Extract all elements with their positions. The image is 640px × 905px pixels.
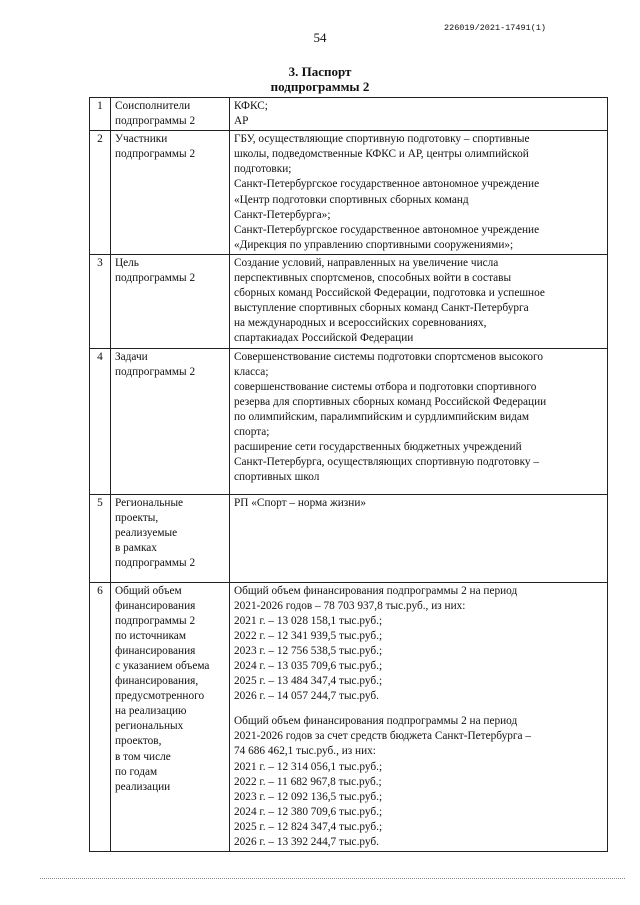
content-line: Санкт-Петербургское государственное автономное учреждение bbox=[234, 223, 540, 236]
label-line: подпрограммы 2 bbox=[115, 148, 196, 161]
content-line: на международных и всероссийских соревнованиях, bbox=[234, 317, 487, 330]
row-label bbox=[111, 98, 230, 131]
label-line: проектов, bbox=[115, 735, 162, 748]
content-line: 2024 г. – 12 380 709,6 тыс.руб.; bbox=[234, 805, 383, 818]
label-line: проекты, bbox=[115, 511, 159, 524]
content-line: сборных команд Российской Федерации, подготовка и успешное bbox=[234, 287, 545, 300]
content-line: 2022 г. – 11 682 967,8 тыс.руб.; bbox=[234, 775, 382, 788]
content-line: Создание условий, направленных на увеличение числа bbox=[234, 256, 499, 269]
row-content bbox=[230, 254, 608, 348]
label-line: в рамках bbox=[115, 541, 157, 554]
label-line: Участники bbox=[115, 133, 168, 146]
content-line: класса; bbox=[234, 365, 269, 378]
label-line: подпрограммы 2 bbox=[115, 614, 196, 627]
content-line: 2021 г. – 13 028 158,1 тыс.руб.; bbox=[234, 614, 383, 627]
label-line: финансирования bbox=[115, 599, 196, 612]
label-line: реализации bbox=[115, 780, 171, 793]
content-line: 2025 г. – 12 824 347,4 тыс.руб.; bbox=[234, 820, 383, 833]
row-number: 4 bbox=[90, 348, 111, 494]
content-line: 2022 г. – 12 341 939,5 тыс.руб.; bbox=[234, 629, 383, 642]
label-line: подпрограммы 2 bbox=[115, 272, 196, 285]
content-line: Совершенствование системы подготовки спортсменов высокого bbox=[234, 350, 544, 363]
table-row-5 bbox=[90, 494, 608, 582]
bottom-divider bbox=[40, 878, 625, 879]
content-line: 2024 г. – 13 035 709,6 тыс.руб.; bbox=[234, 659, 383, 672]
content-line: РП «Спорт – норма жизни» bbox=[234, 496, 367, 509]
label-line: Соисполнители bbox=[115, 100, 191, 112]
row-number: 6 bbox=[90, 582, 111, 852]
content-line: «Центр подготовки спортивных сборных команд bbox=[234, 193, 469, 206]
content-line: подготовки; bbox=[234, 163, 292, 176]
content-line: Общий объем финансирования подпрограммы 2 на период bbox=[234, 715, 518, 728]
label-line: Цель bbox=[115, 256, 139, 269]
label-line: предусмотренного bbox=[115, 690, 205, 703]
content-line: 2021-2026 годов за счет средств бюджета Санкт-Петербурга – bbox=[234, 730, 532, 743]
table-row-2 bbox=[90, 131, 608, 255]
row-label bbox=[111, 494, 230, 582]
passport-table bbox=[89, 97, 608, 852]
content-line: спартакиадах Российской Федерации bbox=[234, 332, 414, 345]
row-number: 1 bbox=[90, 98, 111, 131]
content-line: 2021-2026 годов – 78 703 937,8 тыс.руб., из них: bbox=[234, 599, 466, 612]
content-line: 2025 г. – 13 484 347,4 тыс.руб.; bbox=[234, 675, 383, 688]
label-line: региональных bbox=[115, 720, 184, 733]
content-line: 2026 г. – 13 392 244,7 тыс.руб. bbox=[234, 836, 379, 848]
label-line: финансирования, bbox=[115, 675, 199, 688]
row-number: 3 bbox=[90, 254, 111, 348]
content-line: Санкт-Петербурга»; bbox=[234, 208, 331, 221]
content-line: совершенствование системы отбора и подготовки спортивного bbox=[234, 380, 537, 393]
content-line: Общий объем финансирования подпрограммы 2 на период bbox=[234, 584, 518, 597]
row-content bbox=[230, 98, 608, 131]
content-line: ГБУ, осуществляющие спортивную подготовку – спортивные bbox=[234, 133, 530, 146]
label-line: в том числе bbox=[115, 750, 171, 763]
row-label bbox=[111, 131, 230, 255]
page-title bbox=[0, 64, 640, 94]
table-row-4 bbox=[90, 348, 608, 494]
table-row-6 bbox=[90, 582, 608, 852]
content-line: 2023 г. – 12 092 136,5 тыс.руб.; bbox=[234, 790, 383, 803]
row-label bbox=[111, 582, 230, 852]
content-line: по олимпийским, паралимпийским и сурдлимпийским видам bbox=[234, 410, 530, 423]
content-line: Санкт-Петербургское государственное автономное учреждение bbox=[234, 178, 540, 191]
content-line: Санкт-Петербурга, осуществляющих спортивную подготовку – bbox=[234, 456, 540, 469]
row-number: 2 bbox=[90, 131, 111, 255]
row-number: 5 bbox=[90, 494, 111, 582]
row-label bbox=[111, 254, 230, 348]
paragraph-gap bbox=[234, 704, 603, 714]
title-line-1: 3. Паспорт bbox=[288, 64, 352, 79]
content-line: АР bbox=[234, 115, 249, 128]
content-line: расширение сети государственных бюджетных учреждений bbox=[234, 441, 522, 454]
label-line: Задачи bbox=[115, 350, 148, 363]
label-line: реализуемые bbox=[115, 526, 178, 539]
title-line-2: подпрограммы 2 bbox=[270, 79, 370, 94]
label-line: по годам bbox=[115, 765, 158, 778]
content-line: резерва для спортивных сборных команд Российской Федерации bbox=[234, 395, 547, 408]
content-line: спорта; bbox=[234, 425, 270, 438]
row-content bbox=[230, 494, 608, 582]
label-line: подпрограммы 2 bbox=[115, 556, 196, 569]
content-line: спортивных школ bbox=[234, 471, 320, 484]
content-line: «Дирекция по управлению спортивными сооружениями»; bbox=[234, 238, 514, 251]
label-line: подпрограммы 2 bbox=[115, 115, 196, 128]
page-number: 54 bbox=[313, 30, 327, 45]
label-line: подпрограммы 2 bbox=[115, 365, 196, 378]
content-line: 74 686 462,1 тыс.руб., из них: bbox=[234, 745, 376, 758]
label-line: по источникам bbox=[115, 629, 186, 642]
label-line: Общий объем bbox=[115, 584, 182, 597]
content-line: выступление спортивных сборных команд Санкт-Петербурга bbox=[234, 302, 529, 315]
content-line: перспективных спортсменов, способных войти в составы bbox=[234, 272, 512, 285]
document-code: 226019/2021-17491(1) bbox=[444, 23, 547, 33]
row-label bbox=[111, 348, 230, 494]
content-line: 2026 г. – 14 057 244,7 тыс.руб. bbox=[234, 690, 379, 703]
row-content bbox=[230, 348, 608, 494]
table-row-1 bbox=[90, 98, 608, 131]
content-line: КФКС; bbox=[234, 100, 268, 112]
row-content bbox=[230, 131, 608, 255]
content-line: 2021 г. – 12 314 056,1 тыс.руб.; bbox=[234, 760, 383, 773]
row-content bbox=[230, 582, 608, 852]
label-line: финансирования bbox=[115, 644, 196, 657]
label-line: с указанием объема bbox=[115, 659, 210, 672]
table-row-3 bbox=[90, 254, 608, 348]
content-line: 2023 г. – 12 756 538,5 тыс.руб.; bbox=[234, 644, 383, 657]
content-line: школы, подведомственные КФКС и АР, центры олимпийской bbox=[234, 148, 529, 161]
label-line: Региональные bbox=[115, 496, 184, 509]
label-line: на реализацию bbox=[115, 705, 187, 718]
